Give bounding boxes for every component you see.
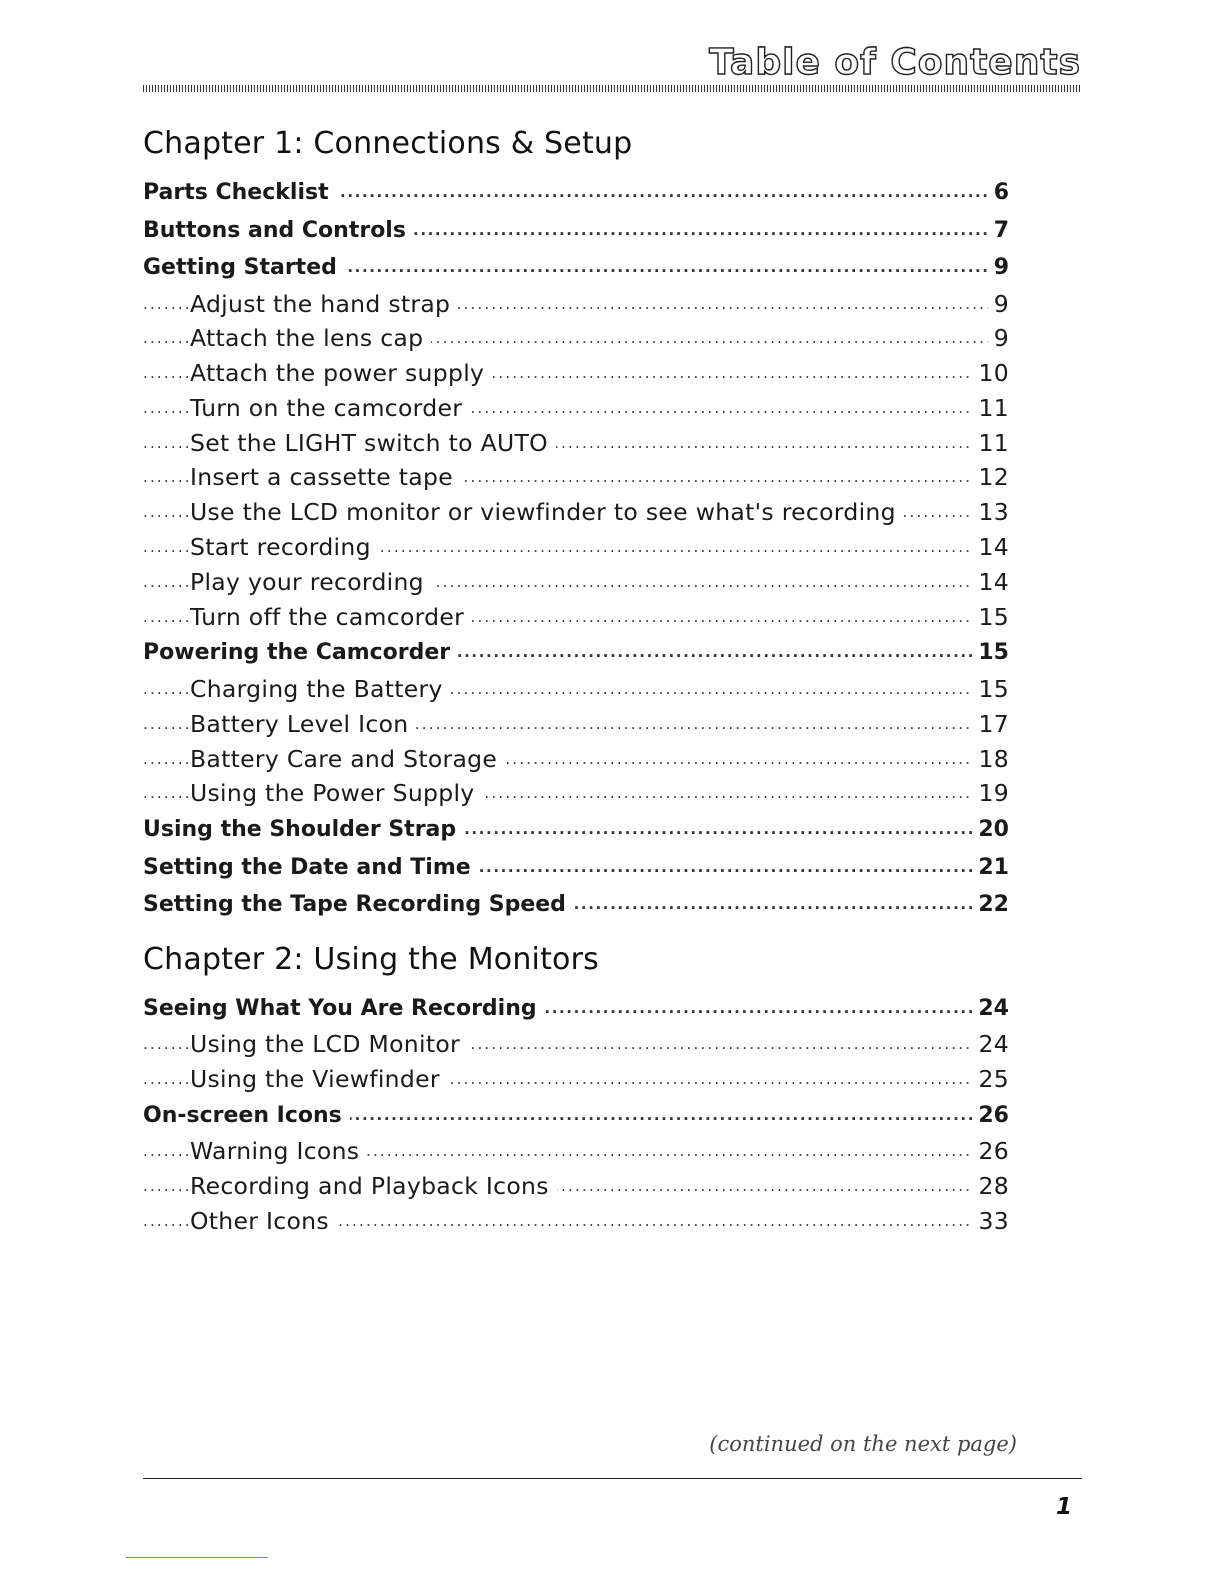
toc-subsection-entry (143, 707, 1009, 742)
toc-subsection-entry (143, 742, 1009, 777)
toc-entry-label: Setting the Tape Recording Speed (143, 892, 574, 917)
toc-entry-label: Charging the Battery (190, 675, 451, 703)
toc-subsection-entry (143, 1027, 1009, 1062)
bottom-decoration-line (126, 1557, 268, 1558)
toc-entry-label: Use the LCD monitor or viewfinder to see what's recording (190, 498, 904, 526)
toc-section-entry (143, 249, 1009, 287)
toc-subsection-entry (143, 776, 1009, 811)
toc-page-number: 24 (972, 990, 1009, 1028)
toc-entry-label: Using the Power Supply (190, 779, 483, 807)
toc-page-number: 15 (972, 634, 1009, 672)
toc-page-number: 28 (972, 1169, 1009, 1204)
toc-entry-label: Play your recording (190, 568, 432, 596)
toc-page-number: 22 (972, 886, 1009, 924)
toc-section-entry (143, 886, 1009, 924)
toc-page-number: 11 (972, 426, 1009, 461)
toc-page-number: 20 (972, 811, 1009, 849)
page-number: 1 (1055, 1494, 1072, 1520)
toc-subsection-entry (143, 1169, 1009, 1204)
toc-entry-label: Parts Checklist (143, 180, 337, 205)
toc-page-number: 33 (972, 1204, 1009, 1239)
toc-entry-label: Other Icons (190, 1207, 337, 1235)
toc-page-number: 9 (988, 287, 1009, 322)
toc-section-entry (143, 212, 1009, 250)
toc-subsection-entry (143, 321, 1009, 356)
toc-entry-label: Turn on the camcorder (190, 394, 470, 422)
toc-subsection-entry (143, 356, 1009, 391)
toc-entry-label: Using the Viewfinder (190, 1065, 448, 1093)
chapter-title: Chapter 1: Connections & Setup (143, 126, 633, 161)
toc-entry-label: Adjust the hand strap (190, 290, 458, 318)
toc-page-number: 9 (988, 249, 1009, 287)
toc-page-number: 10 (972, 356, 1009, 391)
toc-entry-label: Setting the Date and Time (143, 855, 479, 880)
toc-page-number: 26 (972, 1097, 1009, 1135)
toc-entry-label: Seeing What You Are Recording (143, 996, 545, 1021)
chapter-entries (143, 174, 1009, 924)
toc-entry-label: Recording and Playback Icons (190, 1172, 557, 1200)
toc-page-number: 24 (972, 1027, 1009, 1062)
toc-page-number: 9 (988, 321, 1009, 356)
toc-entry-label: Powering the Camcorder (143, 640, 458, 665)
toc-page-number: 6 (988, 174, 1009, 212)
toc-page-number: 19 (972, 776, 1009, 811)
toc-page-number: 13 (972, 495, 1009, 530)
toc-page-number: 21 (972, 849, 1009, 887)
toc-subsection-entry (143, 1134, 1009, 1169)
toc-entry-label: Set the LIGHT switch to AUTO (190, 429, 556, 457)
toc-entry-label: Attach the lens cap (190, 324, 431, 352)
toc-entry-label: Battery Care and Storage (190, 745, 505, 773)
toc-entry-label: Buttons and Controls (143, 218, 414, 243)
toc-entry-label: Start recording (190, 533, 379, 561)
toc-entry-label: Insert a cassette tape (190, 463, 461, 491)
toc-page-number: 26 (972, 1134, 1009, 1169)
chapter-title: Chapter 2: Using the Monitors (143, 941, 599, 977)
toc-entry-label: Using the LCD Monitor (190, 1030, 468, 1058)
toc-subsection-entry (143, 600, 1009, 635)
toc-subsection-entry (143, 672, 1009, 707)
toc-section-entry (143, 849, 1009, 887)
toc-subsection-entry (143, 565, 1009, 600)
toc-subsection-entry (143, 495, 1009, 530)
header-rule (143, 85, 1082, 92)
footer-rule (143, 1478, 1082, 1479)
toc-subsection-entry (143, 391, 1009, 426)
toc-page-number: 14 (972, 530, 1009, 565)
toc-page-number: 18 (972, 742, 1009, 777)
toc-subsection-entry (143, 460, 1009, 495)
toc-entry-label: Turn off the camcorder (190, 603, 472, 631)
toc-page-number: 15 (972, 600, 1009, 635)
toc-page-number: 7 (988, 212, 1009, 250)
toc-entry-label: Battery Level Icon (190, 710, 416, 738)
toc-page-number: 12 (972, 460, 1009, 495)
chapter-1 (143, 120, 1009, 924)
chapter-entries (143, 990, 1009, 1239)
toc-section-entry (143, 634, 1009, 672)
toc-subsection-entry (143, 426, 1009, 461)
toc-entry-label: Warning Icons (190, 1137, 367, 1165)
toc-entry-label: On-screen Icons (143, 1103, 350, 1128)
toc-subsection-entry (143, 1062, 1009, 1097)
toc-subsection-entry (143, 1204, 1009, 1239)
continued-note: (continued on the next page) (709, 1432, 1017, 1456)
table-of-contents (143, 120, 1009, 1239)
toc-page-number: 17 (972, 707, 1009, 742)
toc-entry-label: Using the Shoulder Strap (143, 817, 464, 842)
toc-page-number: 25 (972, 1062, 1009, 1097)
toc-section-entry (143, 811, 1009, 849)
toc-section-entry (143, 1097, 1009, 1135)
toc-section-entry (143, 174, 1009, 212)
toc-entry-label: Getting Started (143, 255, 345, 280)
toc-page-number: 11 (972, 391, 1009, 426)
toc-subsection-entry (143, 287, 1009, 322)
toc-page-number: 14 (972, 565, 1009, 600)
chapter-2 (143, 936, 1009, 1239)
page-header-title: Table of Contents (709, 42, 1081, 83)
toc-entry-label: Attach the power supply (190, 359, 492, 387)
toc-section-entry (143, 990, 1009, 1028)
toc-subsection-entry (143, 530, 1009, 565)
toc-page-number: 15 (972, 672, 1009, 707)
